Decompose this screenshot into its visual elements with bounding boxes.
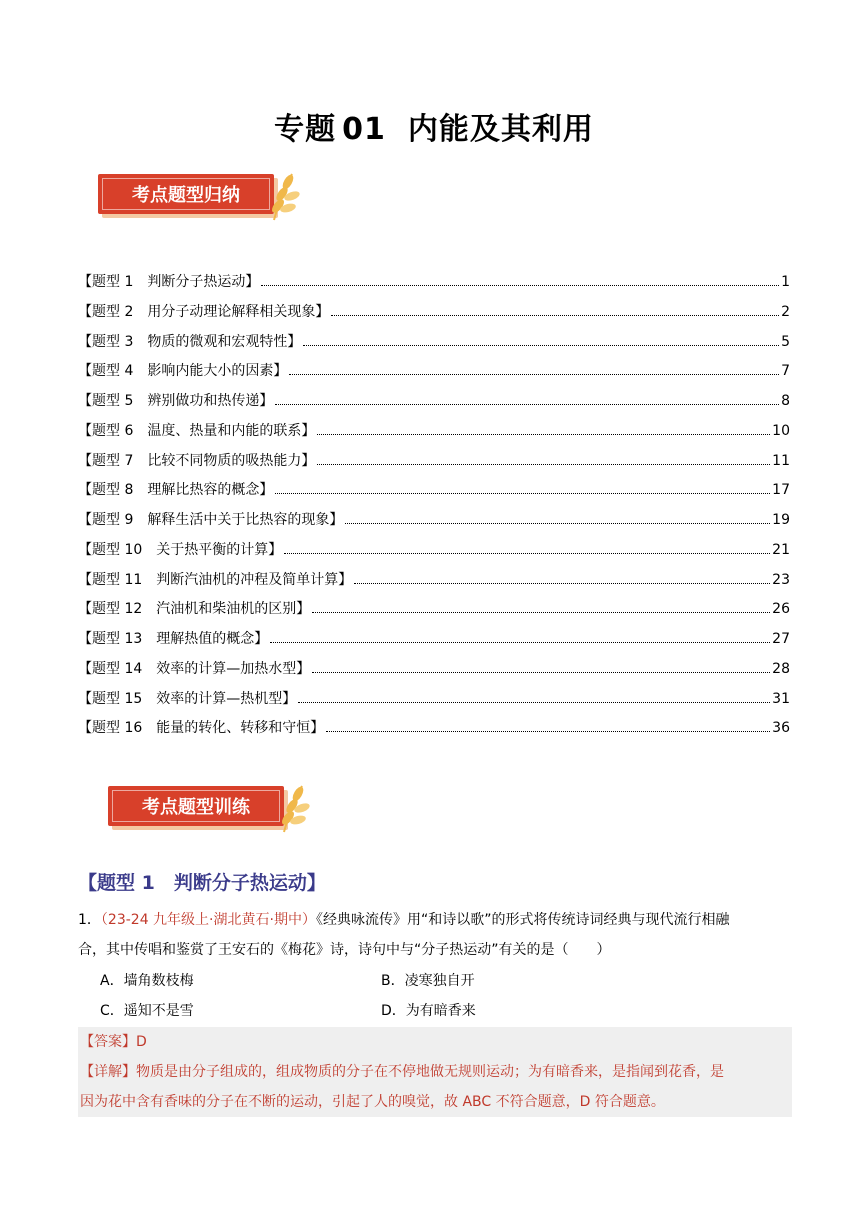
toc-entry[interactable] xyxy=(78,450,790,480)
toc-leader-dots xyxy=(298,691,770,703)
option-d[interactable] xyxy=(381,1000,662,1020)
toc-entry[interactable] xyxy=(78,688,790,718)
detail-text-line2: 因为花中含有香味的分子在不断的运动，引起了人的嗅觉，故 ABC 不符合题意，D 符合题意。 xyxy=(80,1094,665,1110)
toc-entry[interactable] xyxy=(78,628,790,658)
summary-banner-label: 考点题型归纳 xyxy=(98,174,274,214)
toc-entry-label: 【题型 12 汽油机和柴油机的区别】 xyxy=(78,601,311,618)
detail-line1 xyxy=(80,1057,790,1087)
toc-leader-dots xyxy=(289,363,779,375)
laurel-leaf-icon xyxy=(268,168,302,224)
training-banner-label: 考点题型训练 xyxy=(108,786,284,826)
options-row xyxy=(100,995,790,1025)
title-prefix: 专题 xyxy=(274,112,337,147)
toc-leader-dots xyxy=(354,572,770,584)
toc-entry[interactable] xyxy=(78,479,790,509)
toc-entry-label: 【题型 7 比较不同物质的吸热能力】 xyxy=(78,452,316,469)
option-key: B． xyxy=(381,973,405,989)
toc-leader-dots xyxy=(275,393,779,405)
toc-entry[interactable] xyxy=(78,331,790,361)
title-number: 01 xyxy=(342,112,386,147)
toc-entry-label: 【题型 11 判断汽油机的冲程及简单计算】 xyxy=(78,571,353,588)
toc-leader-dots xyxy=(270,631,770,643)
toc-entry-page: 17 xyxy=(772,482,790,499)
toc-leader-dots xyxy=(317,453,770,465)
table-of-contents xyxy=(78,271,790,747)
option-key: A． xyxy=(100,973,124,989)
option-text: 墙角数枝梅 xyxy=(123,973,194,989)
toc-entry-page: 31 xyxy=(772,690,790,707)
toc-entry[interactable] xyxy=(78,271,790,301)
toc-entry-page: 26 xyxy=(772,601,790,618)
option-key: C． xyxy=(100,1003,124,1019)
toc-entry-label: 【题型 6 温度、热量和内能的联系】 xyxy=(78,422,316,439)
toc-entry-label: 【题型 16 能量的转化、转移和守恒】 xyxy=(78,720,325,737)
toc-entry-label: 【题型 9 解释生活中关于比热容的现象】 xyxy=(78,512,344,528)
toc-leader-dots xyxy=(261,274,779,286)
toc-entry-page: 1 xyxy=(781,274,790,290)
option-text: 凌寒独自开 xyxy=(404,973,475,989)
toc-entry-page: 2 xyxy=(781,303,790,320)
detail-text-line1: 物质是由分子组成的，组成物质的分子在不停地做无规则运动；为有暗香来，是指闻到花香，是 xyxy=(136,1064,724,1080)
toc-entry-page: 7 xyxy=(781,363,790,380)
option-c[interactable] xyxy=(100,1000,381,1020)
training-banner xyxy=(108,786,318,830)
toc-entry-label: 【题型 2 用分子动理论解释相关现象】 xyxy=(78,303,330,320)
laurel-leaf-icon xyxy=(278,780,312,836)
toc-entry-page: 21 xyxy=(772,541,790,558)
answer-line xyxy=(80,1027,790,1057)
title-text: 内能及其利用 xyxy=(407,112,594,147)
toc-leader-dots xyxy=(326,720,770,732)
toc-leader-dots xyxy=(284,542,770,554)
answer-value: D xyxy=(136,1034,147,1050)
toc-entry[interactable] xyxy=(78,420,790,450)
answer-tag: 【答案】 xyxy=(80,1034,136,1050)
toc-leader-dots xyxy=(312,601,770,613)
toc-entry-label: 【题型 5 辨别做功和热传递】 xyxy=(78,393,274,409)
toc-entry-page: 11 xyxy=(772,452,790,469)
question-1 xyxy=(78,905,792,965)
question-options xyxy=(100,965,790,1025)
toc-entry[interactable] xyxy=(78,598,790,628)
detail-tag: 【详解】 xyxy=(80,1064,136,1080)
question-number: 1． xyxy=(78,912,101,928)
summary-banner xyxy=(98,174,308,218)
toc-leader-dots xyxy=(345,512,770,524)
section-heading: 【题型 1 判断分子热运动】 xyxy=(78,872,326,894)
toc-entry-label: 【题型 8 理解比热容的概念】 xyxy=(78,482,274,499)
option-key: D． xyxy=(381,1003,406,1019)
toc-entry-label: 【题型 3 物质的微观和宏观特性】 xyxy=(78,333,302,350)
toc-entry-label: 【题型 4 影响内能大小的因素】 xyxy=(78,363,288,380)
toc-entry-label: 【题型 13 理解热值的概念】 xyxy=(78,631,269,647)
toc-leader-dots xyxy=(312,661,770,673)
question-text-line1: 《经典咏流传》用“和诗以歌”的形式将传统诗词经典与现代流行相融 xyxy=(315,912,730,928)
toc-leader-dots xyxy=(303,334,779,346)
option-b[interactable] xyxy=(381,970,662,990)
toc-leader-dots xyxy=(275,482,770,494)
toc-entry-label: 【题型 10 关于热平衡的计算】 xyxy=(78,541,283,558)
toc-entry-page: 27 xyxy=(772,631,790,647)
options-row xyxy=(100,965,790,995)
toc-entry[interactable] xyxy=(78,569,790,599)
toc-entry[interactable] xyxy=(78,717,790,747)
question-text-line2: 合，其中传唱和鉴赏了王安石的《梅花》诗，诗句中与“分子热运动”有关的是（ ） xyxy=(78,942,611,958)
toc-entry[interactable] xyxy=(78,539,790,569)
option-a[interactable] xyxy=(100,970,381,990)
toc-entry[interactable] xyxy=(78,390,790,420)
toc-entry-page: 28 xyxy=(772,660,790,677)
question-source: （23-24 九年级上·湖北黄石·期中） xyxy=(100,912,316,928)
toc-entry[interactable] xyxy=(78,658,790,688)
toc-leader-dots xyxy=(331,304,779,316)
toc-entry-page: 23 xyxy=(772,571,790,588)
document-title xyxy=(0,104,868,148)
toc-entry-label: 【题型 1 判断分子热运动】 xyxy=(78,274,260,290)
toc-entry-page: 10 xyxy=(772,422,790,439)
toc-entry-label: 【题型 15 效率的计算—热机型】 xyxy=(78,690,297,707)
option-text: 遥知不是雪 xyxy=(123,1003,194,1019)
answer-box xyxy=(78,1027,792,1117)
toc-entry[interactable] xyxy=(78,301,790,331)
toc-entry-page: 8 xyxy=(781,393,790,409)
option-text: 为有暗香来 xyxy=(405,1003,476,1019)
toc-entry-page: 36 xyxy=(772,720,790,737)
toc-entry-label: 【题型 14 效率的计算—加热水型】 xyxy=(78,660,311,677)
toc-entry-page: 19 xyxy=(772,512,790,528)
toc-leader-dots xyxy=(317,423,770,435)
question-stem-line1 xyxy=(78,905,792,935)
toc-entry[interactable] xyxy=(78,509,790,539)
toc-entry[interactable] xyxy=(78,360,790,390)
toc-entry-page: 5 xyxy=(781,333,790,350)
